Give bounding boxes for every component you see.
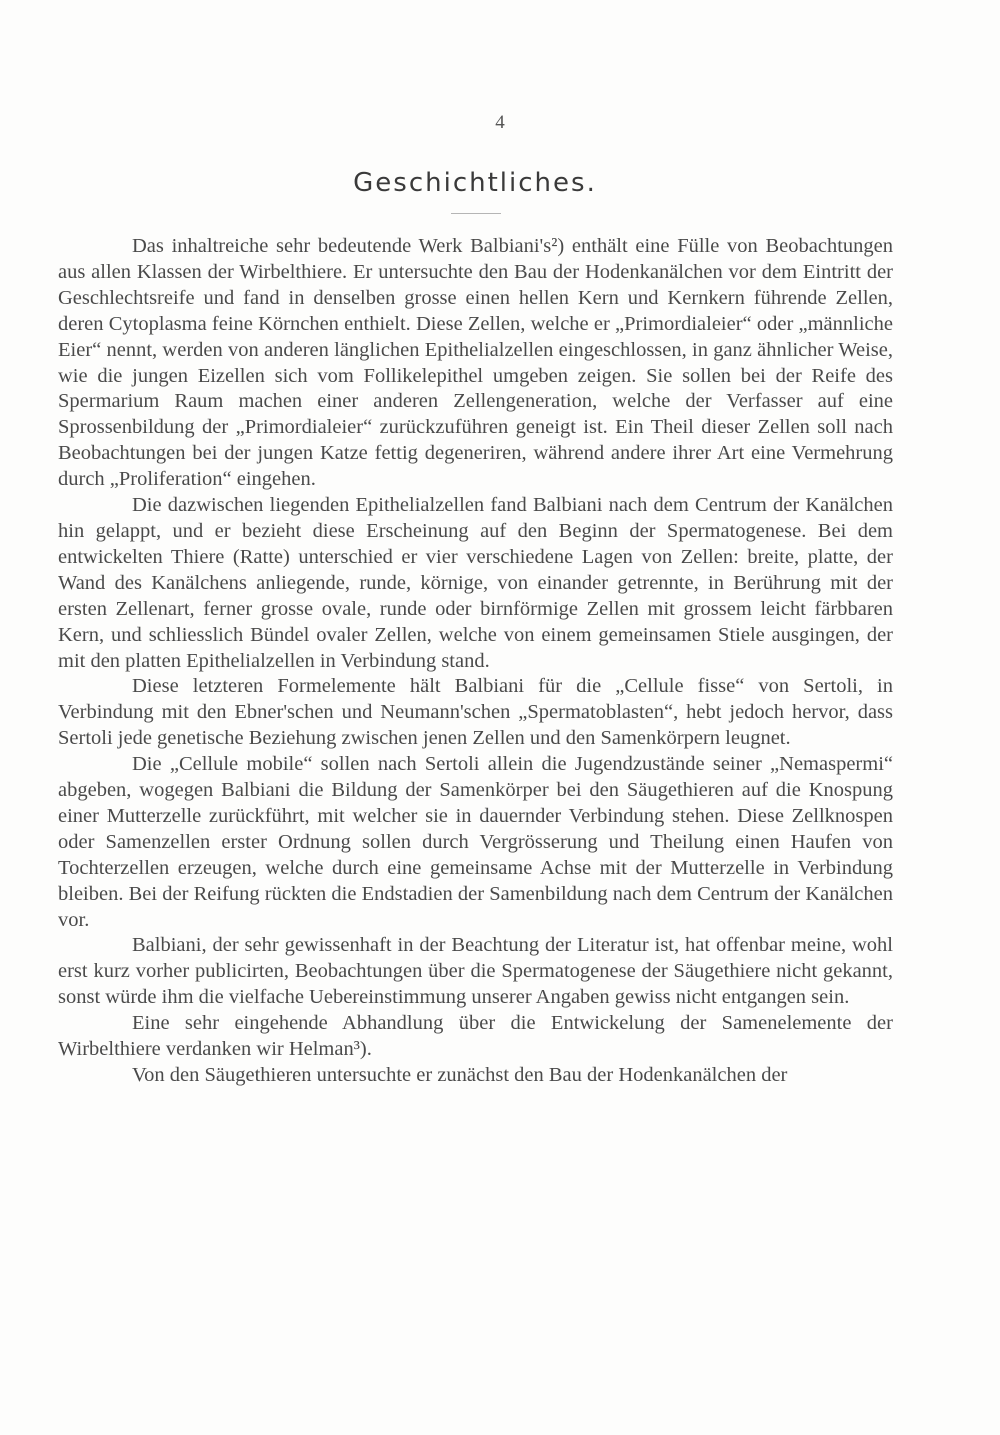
heading-rule [451, 213, 501, 214]
paragraph: Von den Säugethieren untersuchte er zunächst den Bau der Hodenkanälchen der [132, 1064, 788, 1086]
body-text [58, 234, 893, 1089]
paragraph: Eine sehr eingehende Abhandlung über die Entwickelung der Samenelemente der Wirbelthiere verdanken wir Helman³). [58, 1012, 893, 1061]
paragraph: Das inhaltreiche sehr bedeutende Werk Balbiani's²) enthält eine Fülle von Beobachtungen aus allen Klassen der Wirbelthiere. Er untersuchte den Bau der Hodenkanälchen vor dem Eintritt der Geschlechtsreife und fand in denselben grosse einen hellen Kern und Kernkern führende Zellen, deren Cytoplasma feine Körnchen enthielt. Diese Zellen, welche er „Primordialeier“ oder „männliche Eier“ nennt, werden von anderen länglichen Epithelialzellen eingeschlossen, in ganz ähnlicher Weise, wie die jungen Eizellen sich vom Follikelepithel umgeben zeigen. Sie sollen bei der Reife des Spermarium Raum machen einer anderen Zellengeneration, welche der Verfasser auf eine Sprossenbildung der „Primordialeier“ zurückzuführen geneigt ist. Ein Theil dieser Zellen soll nach Beobachtungen bei der jungen Katze fettig degeneriren, während andere ihrer Art eine Vermehrung durch „Proliferation“ eingehen. [58, 235, 893, 491]
paragraph: Die dazwischen liegenden Epithelialzellen fand Balbiani nach dem Centrum der Kanälchen hin gelappt, und er bezieht diese Erscheinung auf den Beginn der Spermatogenese. Bei dem entwickelten Thiere (Ratte) unterschied er vier verschiedene Lagen von Zellen: breite, platte, der Wand des Kanälchens anliegende, runde, körnige, von einander getrennte, in Berührung mit der ersten Zellenart, ferner grosse ovale, runde oder birnförmige Zellen mit grossem leicht färbbaren Kern, und schliesslich Bündel ovaler Zellen, welche von einem gemeinsamen Stiele ausgingen, der mit den platten Epithelialzellen in Verbindung stand. [58, 494, 893, 672]
page-number: 4 [495, 112, 505, 133]
paragraph: Diese letzteren Formelemente hält Balbiani für die „Cellule fisse“ von Sertoli, in Verbindung mit den Ebner'schen und Neumann'schen „Spermatoblasten“, hebt jedoch hervor, dass Sertoli jede genetische Beziehung zwischen jenen Zellen und den Samenkörpern leugnet. [58, 675, 893, 750]
paragraph: Balbiani, der sehr gewissenhaft in der Beachtung der Literatur ist, hat offenbar meine, wohl erst kurz vorher publicirten, Beobachtungen über die Spermatogenese der Säugethiere nicht gekannt, sonst würde ihm die vielfache Uebereinstimmung unserer Angaben gewiss nicht entgangen sein. [58, 934, 893, 1009]
paragraph: Die „Cellule mobile“ sollen nach Sertoli allein die Jugendzustände seiner „Nemaspermi“ abgeben, wogegen Balbiani die Bildung der Samenkörper bei den Säugethieren auf die Knospung einer Mutterzelle zurückführt, mit welcher sie in dauernder Verbindung stehen. Diese Zellknospen oder Samenzellen erster Ordnung sollen durch Vergrösserung und Theilung einen Haufen von Tochterzellen erzeugen, welche durch eine gemeinsame Achse mit der Mutterzelle in Verbindung bleiben. Bei der Reifung rückten die Endstadien der Samenbildung nach dem Centrum der Kanälchen vor. [58, 753, 893, 931]
section-heading: Geschichtliches. [353, 168, 597, 198]
